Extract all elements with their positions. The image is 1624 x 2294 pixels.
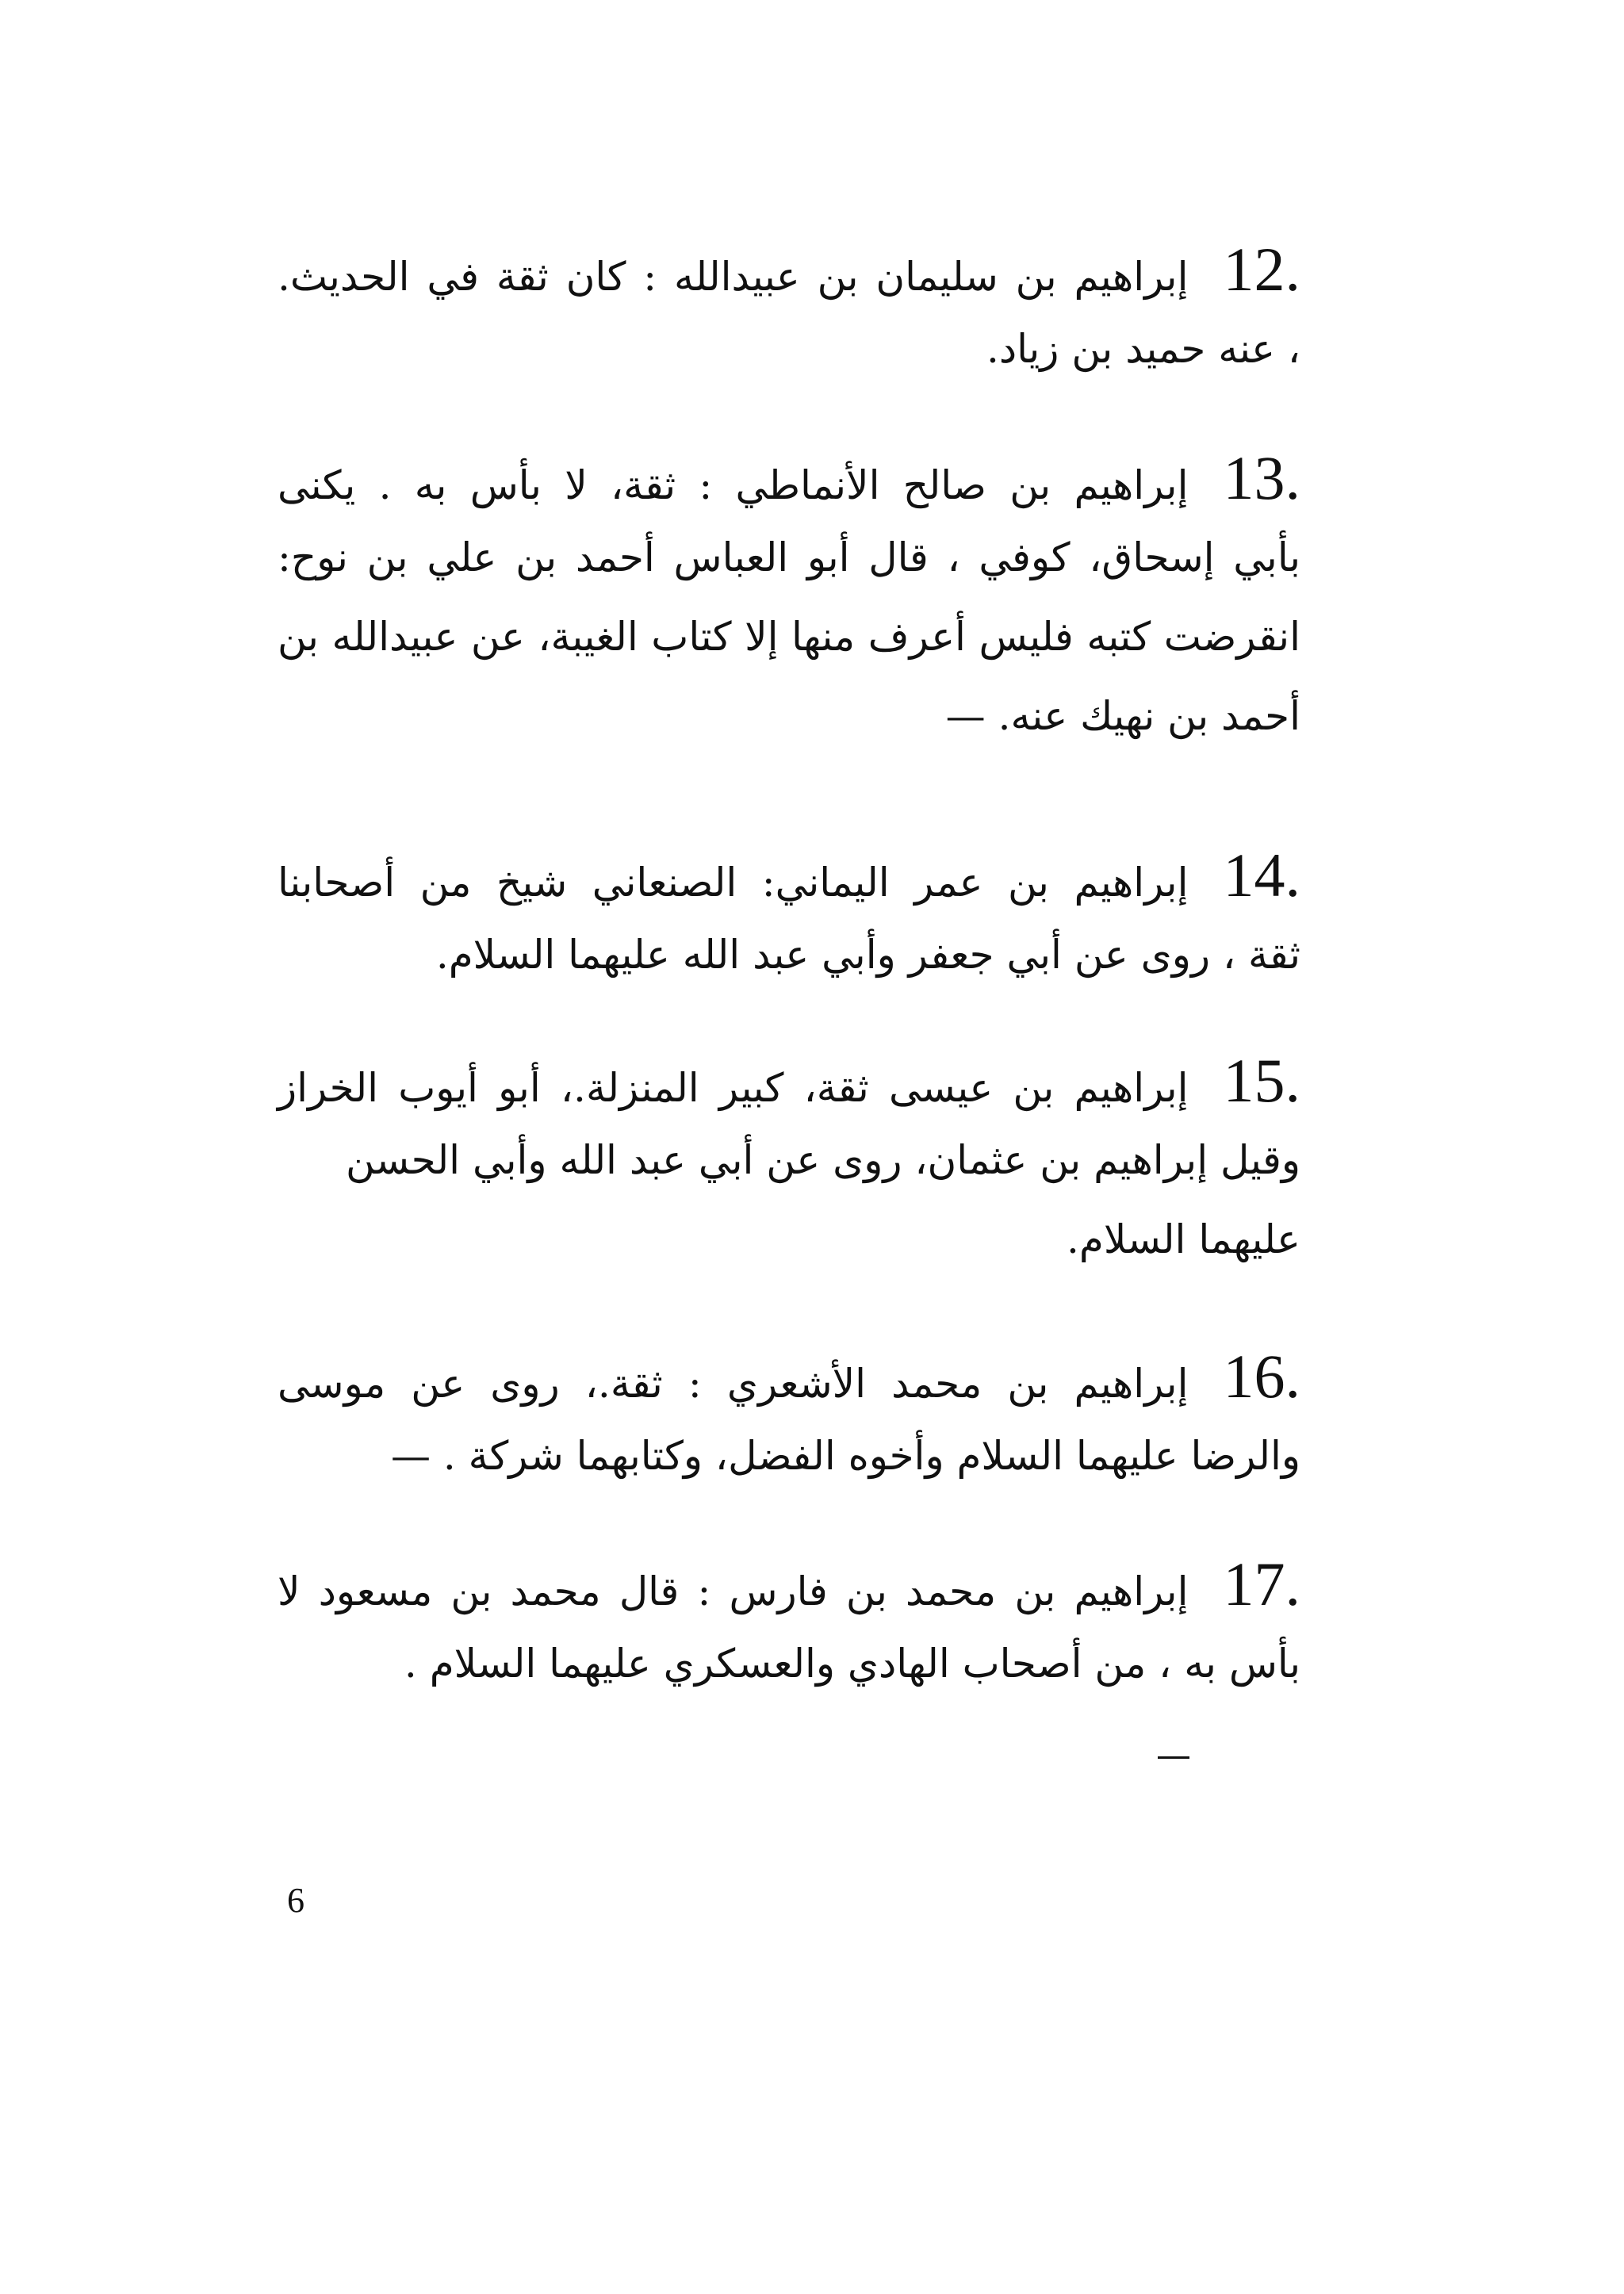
entry-line: عليهما السلام. [1067,1216,1300,1262]
entry-line [278,1041,1300,1120]
entry-14 [278,836,1300,994]
entry-text: إبراهيم بن عمر اليماني: الصنعاني شيخ من أصحابنا [278,860,1189,906]
entry-12 [278,230,1300,389]
entry-13 [278,439,1300,756]
entry-17 [278,1545,1300,1703]
trailing-dash-text [1158,1756,1159,1757]
entry-line [278,439,1300,518]
entry-text: إبراهيم بن صالح الأنماطي : ثقة، لا بأس به . يكنى [278,462,1189,508]
entry-text: إبراهيم بن سليمان بن عبيدالله : كان ثقة في الحديث. [278,254,1189,300]
entry-line: وقيل إبراهيم بن عثمان، روى عن أبي عبد الله وأبي الحسن [345,1137,1300,1183]
page-number: 6 [287,1881,304,1920]
entry-line: انقرضت كتبه فليس أعرف منها إلا كتاب الغيبة، عن عبيدالله بن [278,614,1300,660]
entry-number: 17. [1223,1549,1300,1618]
entry-15 [278,1041,1300,1279]
entry-line: والرضا عليهما السلام وأخوه الفضل، وكتابهما شركة . — [391,1433,1300,1479]
entry-text: إبراهيم بن عيسى ثقة، كبير المنزلة.، أبو أيوب الخراز [278,1065,1189,1111]
entry-line: بأبي إسحاق، كوفي ، قال أبو العباس أحمد بن علي بن نوح: [278,534,1300,580]
entry-text: إبراهيم بن محمد بن فارس : قال محمد بن مسعود لا [278,1568,1189,1614]
entry-line [278,836,1300,915]
entry-line [278,1337,1300,1416]
entry-line: ، عنه حميد بن زياد. [986,326,1300,372]
entry-number: 15. [1223,1046,1300,1115]
entry-text: إبراهيم بن محمد الأشعري : ثقة.، روى عن موسى [278,1361,1189,1407]
entry-16 [278,1337,1300,1496]
entry-number: 14. [1223,841,1300,910]
entry-line [278,1545,1300,1624]
entry-line: أحمد بن نهيك عنه. — [945,693,1300,739]
entry-number: 12. [1223,235,1300,304]
trailing-dash [1158,1756,1189,1759]
entry-line: بأس به ، من أصحاب الهادي والعسكري عليهما السلام . [404,1641,1300,1687]
entry-number: 13. [1223,443,1300,512]
entry-number: 16. [1223,1342,1300,1411]
entry-line [278,230,1300,309]
entry-line: ثقة ، روى عن أبي جعفر وأبي عبد الله عليهما السلام. [435,932,1300,978]
